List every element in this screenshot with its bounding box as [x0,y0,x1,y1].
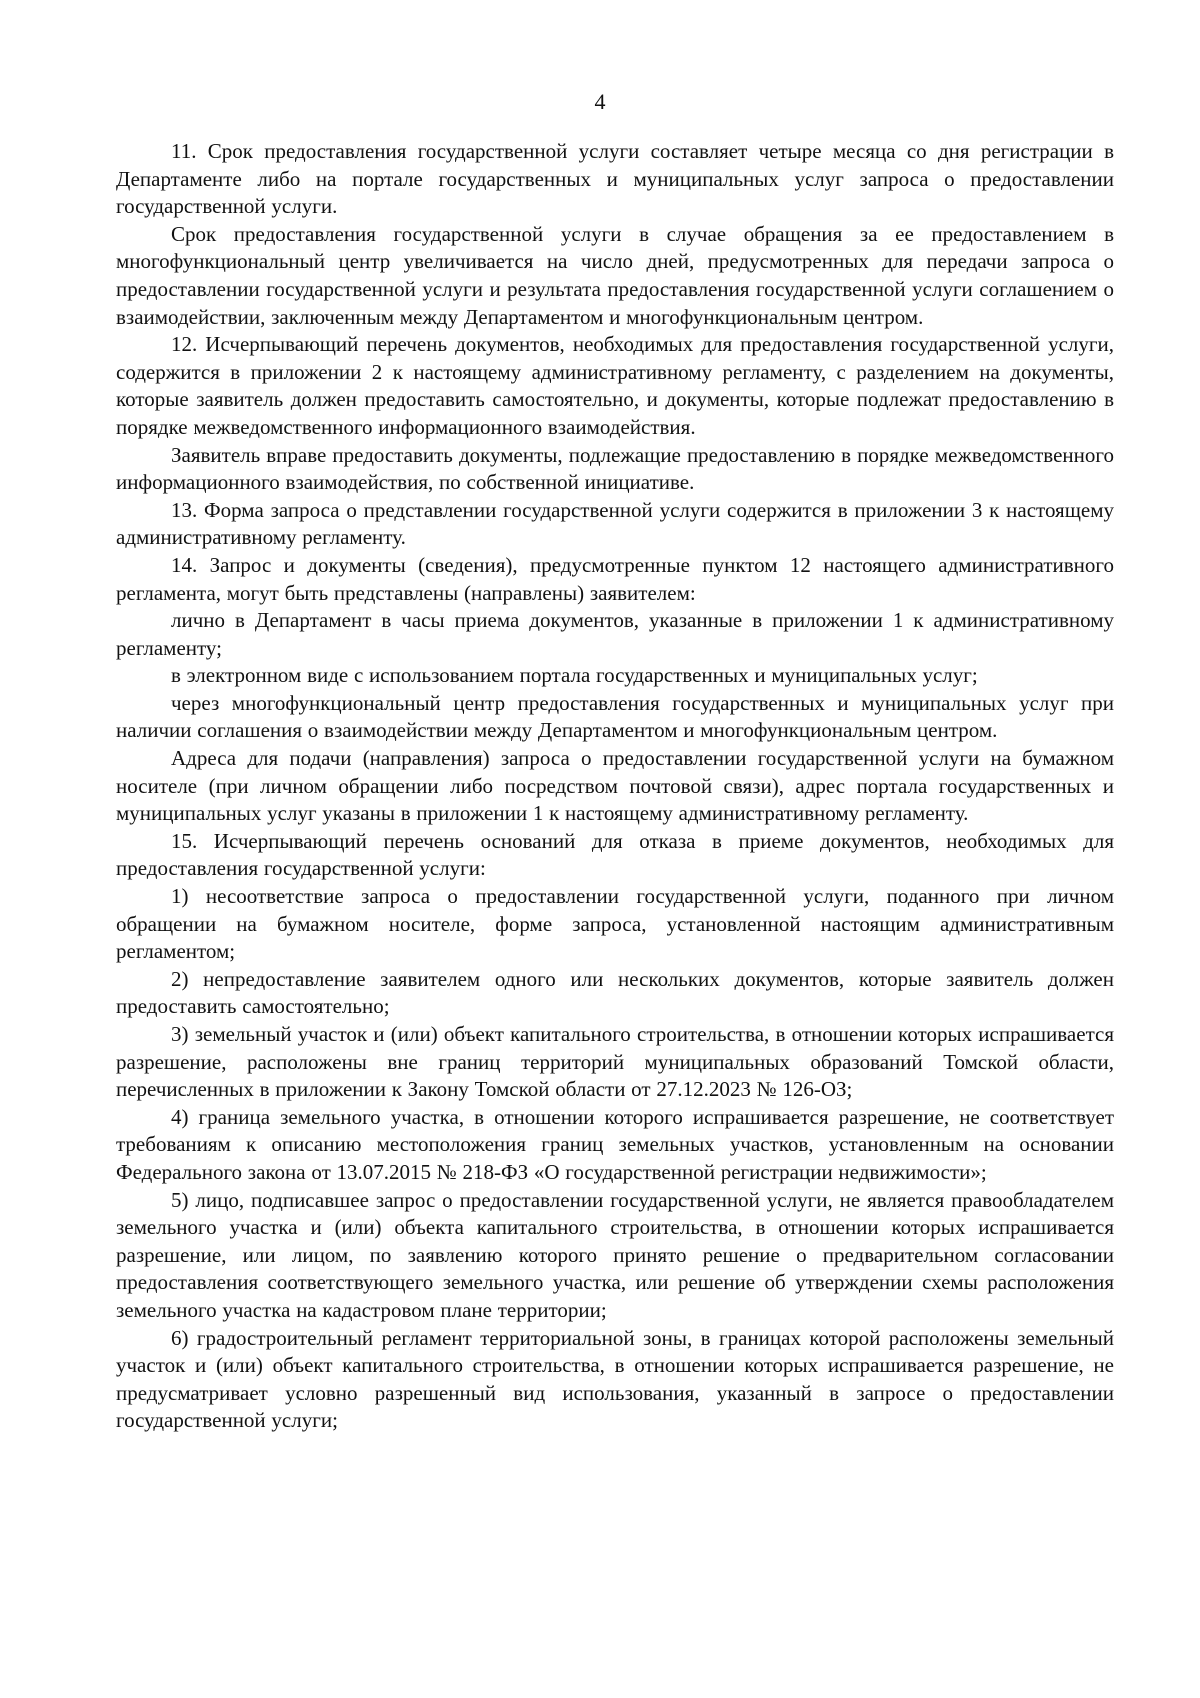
list-item-ground-4: 4) граница земельного участка, в отношении которого испрашивается разрешение, не соответствует требованиям к описанию местоположения границ земельных участков, установленным на основании Федерального закона от 13.07.2015 № 218-ФЗ «О государственной регистрации недвижимости»; [116,1104,1114,1184]
page-number: 4 [594,89,606,114]
list-item-ground-1: 1) несоответствие запроса о предоставлении государственной услуги, поданного при личном обращении на бумажном носителе, форме запроса, установленной настоящим административным регламентом; [116,884,1114,964]
list-item-ground-6: 6) градостроительный регламент территориальной зоны, в границах которой расположены земельный участок и (или) объект капитального строительства, в отношении которых испрашивается разрешение, не предусматривает условно разрешенный вид использования, указанный в запросе о предоставлении государственной услуги; [116,1325,1114,1433]
paragraph-addresses: Адреса для подачи (направления) запроса о предоставлении государственной услуги на бумажном носителе (при личном обращении либо посредством почтовой связи), адрес портала государственных и муниципальных услуг указаны в приложении 1 к настоящему административному регламенту. [116,746,1114,826]
list-item-in-person: лично в Департамент в часы приема документов, указанные в приложении 1 к административному регламенту; [116,608,1114,660]
list-item-ground-5: 5) лицо, подписавшее запрос о предоставлении государственной услуги, не является правообладателем земельного участка и (или) объекта капитального строительства, в отношении которых испрашивается разрешение, или лицом, по заявлению которого принято решение о предварительном согласовании предоставления соответствующего земельного участка, или решение об утверждении схемы расположения земельного участка на кадастровом плане территории; [116,1187,1114,1322]
list-item-mfc: через многофункциональный центр предоставления государственных и муниципальных услуг при наличии соглашения о взаимодействии между Департаментом и многофункциональным центром. [116,690,1114,743]
document-body [116,138,1114,1435]
paragraph-14-submission: 14. Запрос и документы (сведения), предусмотренные пунктом 12 настоящего административного регламента, могут быть представлены (направлены) заявителем: [116,552,1114,605]
list-item-ground-3: 3) земельный участок и (или) объект капитального строительства, в отношении которых испрашивается разрешение, расположены вне границ территорий муниципальных образований Томской области, перечисленных в приложении к Закону Томской области от 27.12.2023 № 126-ОЗ; [116,1022,1114,1102]
paragraph-15-refusal-grounds: 15. Исчерпывающий перечень оснований для отказа в приеме документов, необходимых для предоставления государственной услуги: [116,828,1114,881]
list-item-electronic: в электронном виде с использованием портала государственных и муниципальных услуг; [171,663,978,688]
paragraph-applicant-right: Заявитель вправе предоставить документы, подлежащие предоставлению в порядке межведомственного информационного взаимодействия, по собственной инициативе. [116,442,1114,495]
paragraph-13-request-form: 13. Форма запроса о представлении государственной услуги содержится в приложении 3 к настоящему административному регламенту. [116,497,1114,550]
list-item-ground-2: 2) непредоставление заявителем одного или нескольких документов, которые заявитель должен предоставить самостоятельно; [116,966,1114,1019]
paragraph-term-mfc: Срок предоставления государственной услуги в случае обращения за ее предоставлением в многофункциональный центр увеличивается на число дней, предусмотренных для передачи запроса о предоставлении государственной услуги и результата предоставления государственной услуги соглашением о взаимодействии, заключенным между Департаментом и многофункциональным центром. [116,221,1114,329]
paragraph-12-documents-list: 12. Исчерпывающий перечень документов, необходимых для предоставления государственной услуги, содержится в приложении 2 к настоящему административному регламенту, с разделением на документы, которые заявитель должен предоставить самостоятельно, и документы, которые подлежат предоставлению в порядке межведомственного информационного взаимодействия. [116,332,1114,439]
paragraph-11-term: 11. Срок предоставления государственной услуги составляет четыре месяца со дня регистрации в Департаменте либо на портале государственных и муниципальных услуг запроса о предоставлении государственной услуги. [116,139,1114,219]
